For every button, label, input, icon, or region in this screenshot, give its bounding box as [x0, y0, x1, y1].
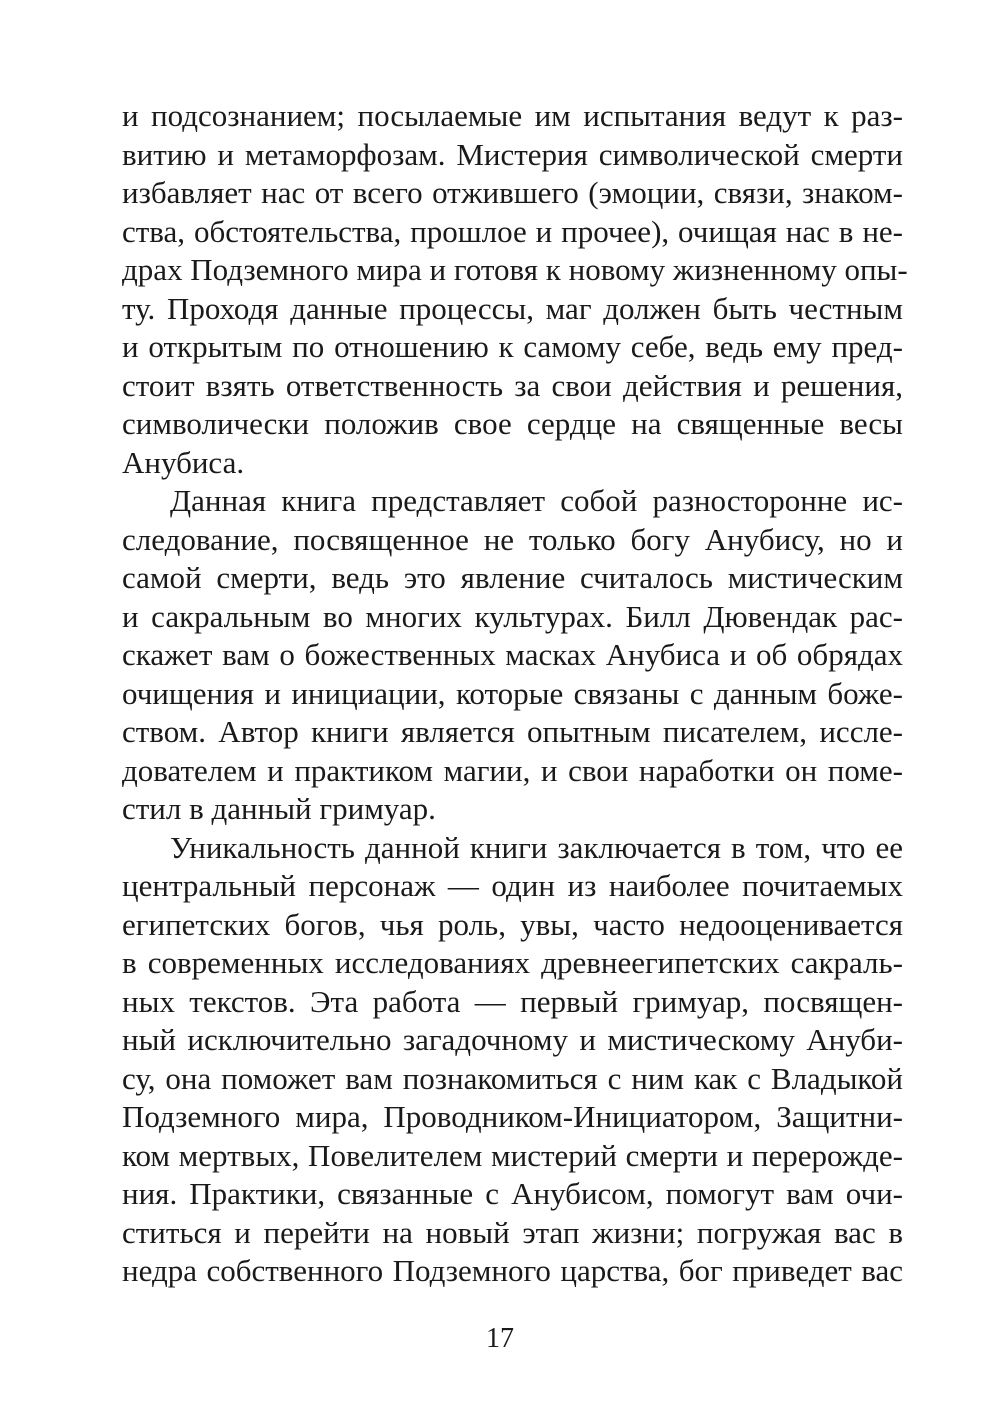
text-line: египетских богов, чья роль, увы, часто недооценивается — [122, 906, 903, 942]
text-line: и открытым по отношению к самому себе, ведь ему пред- — [122, 329, 903, 364]
text-line: очищения и инициации, которые связаны с данным боже- — [122, 675, 903, 711]
text-line: витию и метаморфозам. Мистерия символической смерти — [122, 136, 903, 172]
text-line: Уникальность данной книги заключается в том, что ее — [170, 829, 903, 865]
text-line: су, она поможет вам познакомиться с ним как с Владыкой — [122, 1060, 903, 1096]
paragraph-2 — [122, 482, 903, 829]
text-line: недра собственного Подземного царства, бог приведет вас — [122, 1253, 903, 1288]
text-line: скажет вам о божественных масках Анубиса и об обрядах — [122, 637, 903, 672]
paragraph-3 — [122, 829, 903, 1291]
text-line: центральный персонаж — один из наиболее почитаемых — [122, 868, 903, 903]
text-line: следование, посвященное не только богу Анубису, но и — [122, 521, 903, 557]
text-line: Анубиса. — [122, 444, 245, 480]
page-number: 17 — [486, 1323, 514, 1354]
text-line: и подсознанием; посылаемые им испытания ведут к раз- — [122, 98, 903, 133]
text-line: самой смерти, ведь это явление считалось мистическим — [122, 560, 903, 595]
text-line: в современных исследованиях древнеегипетских сакраль- — [122, 945, 903, 980]
text-line: Данная книга представляет собой разносторонне ис- — [170, 483, 903, 518]
text-line: ных текстов. Эта работа — первый гримуар, посвящен- — [122, 983, 903, 1019]
text-line: стоит взять ответственность за свои действия и решения, — [122, 367, 903, 403]
text-line: ту. Проходя данные процессы, маг должен быть честным — [122, 290, 903, 326]
text-line: ства, обстоятельства, прошлое и прочее), очищая нас в не- — [122, 213, 903, 249]
text-line: символически положив свое сердце на священные весы — [122, 406, 903, 441]
text-line: ком мертвых, Повелителем мистерий смерти и перерожде- — [122, 1137, 903, 1173]
text-line: ный исключительно загадочному и мистическому Ануби- — [122, 1022, 903, 1057]
text-line: ством. Автор книги является опытным писателем, иссле- — [122, 714, 903, 749]
text-line: стил в данный гримуар. — [122, 791, 436, 826]
text-line: Подземного мира, Проводником-Инициатором, Защитни- — [122, 1099, 903, 1134]
text-line: избавляет нас от всего отжившего (эмоции, связи, знаком- — [122, 175, 903, 210]
text-line: дователем и практиком магии, и свои наработки он поме- — [122, 752, 903, 788]
body-text — [122, 97, 908, 1291]
text-line: ния. Практики, связанные с Анубисом, помогут вам очи- — [122, 1176, 903, 1211]
text-line: ститься и перейти на новый этап жизни; погружая вас в — [122, 1214, 903, 1250]
text-line: драх Подземного мира и готовя к новому жизненному опы- — [122, 252, 908, 287]
text-line: и сакральным во многих культурах. Билл Дювендак рас- — [122, 598, 903, 634]
paragraph-1 — [122, 97, 908, 482]
